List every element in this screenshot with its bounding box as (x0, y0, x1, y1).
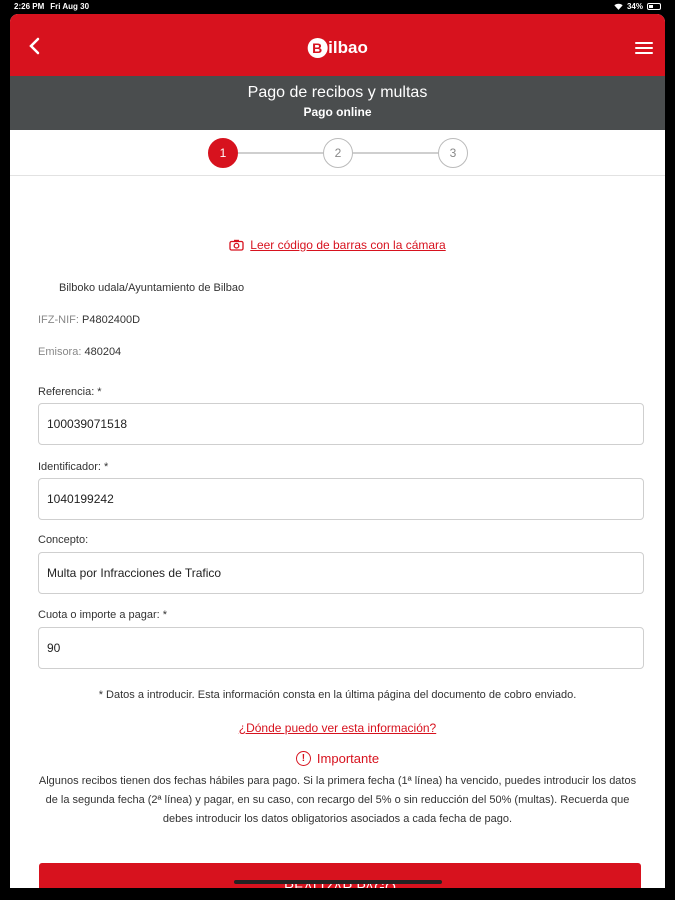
status-date: Fri Aug 30 (50, 2, 90, 11)
entity-emisora (38, 346, 121, 358)
status-bar (0, 0, 675, 14)
wifi-icon (614, 3, 623, 10)
importe-label: Cuota o importe a pagar: * (38, 609, 168, 621)
bilbao-logo (307, 38, 368, 58)
emisora-label: Emisora: (38, 346, 82, 358)
alert-icon: ! (296, 751, 311, 766)
battery-icon (647, 3, 661, 10)
stepper-line-2 (353, 152, 439, 154)
stepper-line-1 (238, 152, 324, 154)
form-content (10, 176, 665, 888)
battery-percent: 34% (626, 2, 643, 11)
back-button[interactable] (22, 32, 46, 60)
important-heading (10, 751, 665, 766)
step-1: 1 (208, 138, 238, 168)
camera-icon (229, 239, 244, 251)
referencia-label: Referencia: * (38, 386, 102, 398)
app-header (10, 14, 665, 76)
menu-button[interactable] (635, 42, 653, 56)
page-subtitle: Pago online (303, 105, 372, 119)
home-indicator (234, 880, 442, 884)
stepper (10, 130, 665, 176)
step-3: 3 (438, 138, 468, 168)
barcode-scan-link[interactable] (10, 238, 665, 252)
chevron-left-icon (28, 37, 40, 55)
entity-nif (38, 314, 140, 326)
nif-label: IFZ-NIF: (38, 314, 79, 326)
status-time (14, 2, 89, 11)
importe-input[interactable] (38, 627, 644, 669)
where-info-link[interactable]: ¿Dónde puedo ver esta información? (238, 721, 437, 735)
status-right (614, 2, 661, 11)
pay-button[interactable] (39, 863, 641, 888)
step-2: 2 (323, 138, 353, 168)
important-title: Importante (316, 751, 380, 766)
concepto-input[interactable] (38, 552, 644, 594)
status-time-text: 2:26 PM (14, 2, 45, 11)
logo-mark: B (307, 38, 327, 58)
emisora-value: 480204 (84, 346, 122, 358)
logo-text: ilbao (328, 38, 368, 57)
identificador-input[interactable] (38, 478, 644, 520)
nif-value: P4802400D (82, 314, 141, 326)
referencia-input[interactable] (38, 403, 644, 445)
title-bar (10, 76, 665, 130)
entity-name: Bilboko udala/Ayuntamiento de Bilbao (59, 282, 245, 294)
barcode-scan-text: Leer código de barras con la cámara (250, 238, 446, 252)
app-screen (10, 14, 665, 888)
hamburger-icon (635, 42, 653, 54)
concepto-label: Concepto: (38, 534, 89, 546)
required-note: * Datos a introducir. Esta información consta en la última página del documento de cobro enviado. (98, 689, 577, 701)
page-title: Pago de recibos y multas (247, 84, 428, 101)
identificador-label: Identificador: * (38, 461, 109, 473)
important-text: Algunos recibos tienen dos fechas hábiles para pago. Si la primera fecha (1ª línea) ha vencido, puedes introducir los datos de la segunda fecha (2ª línea) y pagar, en su caso, con recargo del 5% o sin reducción del 50% (multas). Recuerda que debes introducir los datos obligatorios asociados a cada fecha de pago. (38, 775, 637, 825)
